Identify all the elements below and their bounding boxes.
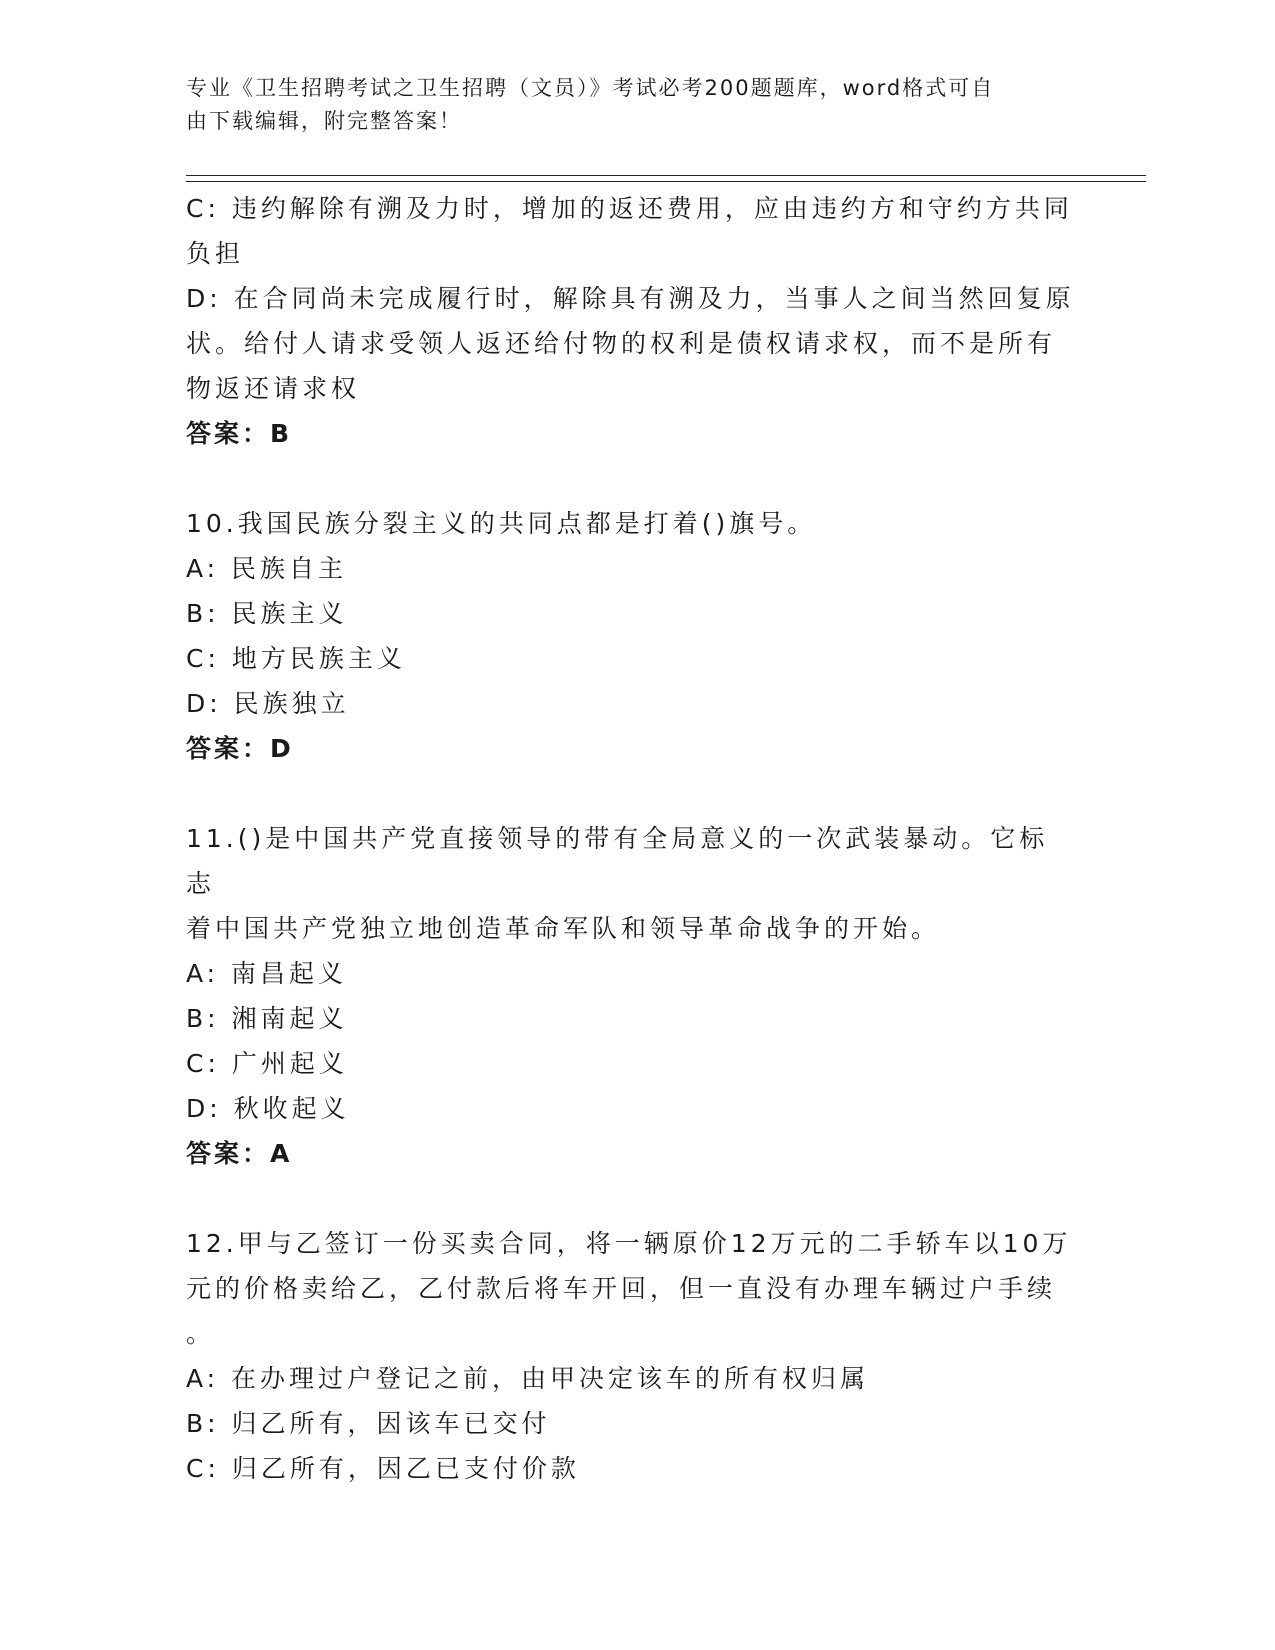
option-d-cont: 物返还请求权 <box>186 374 361 403</box>
question-11-stem-cont: 着中国共产党独立地创造革命军队和领导革命战争的开始。 <box>186 914 941 943</box>
question-11-option-a: A: 南昌起义 <box>186 959 348 988</box>
document-header <box>186 72 1066 138</box>
question-12-option-b: B: 归乙所有，因该车已交付 <box>186 1409 551 1438</box>
question-11-answer: 答案：A <box>186 1139 293 1168</box>
header-divider-top <box>186 175 1146 176</box>
question-10-option-d: D: 民族独立 <box>186 689 350 718</box>
option-d-cont: 状。给付人请求受领人返还给付物的权利是债权请求权，而不是所有 <box>186 329 1057 358</box>
question-10-option-b: B: 民族主义 <box>186 599 348 628</box>
header-line-2: 由下载编辑，附完整答案！ <box>186 109 462 133</box>
spacer <box>186 456 1076 501</box>
question-10-answer: 答案：D <box>186 734 294 763</box>
question-10-option-a: A: 民族自主 <box>186 554 348 583</box>
option-c-cont: 负担 <box>186 239 245 268</box>
header-divider-bottom <box>186 181 1146 182</box>
question-content <box>186 186 1076 1491</box>
question-11-stem: 11.()是中国共产党直接领导的带有全局意义的一次武装暴动。它标志 <box>186 824 1049 898</box>
question-12-option-c: C: 归乙所有，因乙已支付价款 <box>186 1454 580 1483</box>
question-11-option-b: B: 湘南起义 <box>186 1004 348 1033</box>
question-12-stem-cont: 元的价格卖给乙，乙付款后将车开回，但一直没有办理车辆过户手续 <box>186 1274 1057 1303</box>
question-10-option-c: C: 地方民族主义 <box>186 644 406 673</box>
header-line-1: 专业《卫生招聘考试之卫生招聘（文员）》考试必考200题题库，word格式可自 <box>186 76 995 100</box>
spacer <box>186 1176 1076 1221</box>
spacer <box>186 771 1076 816</box>
question-11-option-d: D: 秋收起义 <box>186 1094 350 1123</box>
question-11-option-c: C: 广州起义 <box>186 1049 348 1078</box>
question-12-stem: 12.甲与乙签订一份买卖合同，将一辆原价12万元的二手轿车以10万 <box>186 1229 1072 1258</box>
answer-label: 答案：B <box>186 419 293 448</box>
option-c: C: 违约解除有溯及力时，增加的返还费用，应由违约方和守约方共同 <box>186 194 1073 223</box>
option-d: D: 在合同尚未完成履行时，解除具有溯及力，当事人之间当然回复原 <box>186 284 1075 313</box>
question-12-stem-cont: 。 <box>186 1319 216 1348</box>
question-12-option-a: A: 在办理过户登记之前，由甲决定该车的所有权归属 <box>186 1364 870 1393</box>
question-10-stem: 10.我国民族分裂主义的共同点都是打着()旗号。 <box>186 509 817 538</box>
